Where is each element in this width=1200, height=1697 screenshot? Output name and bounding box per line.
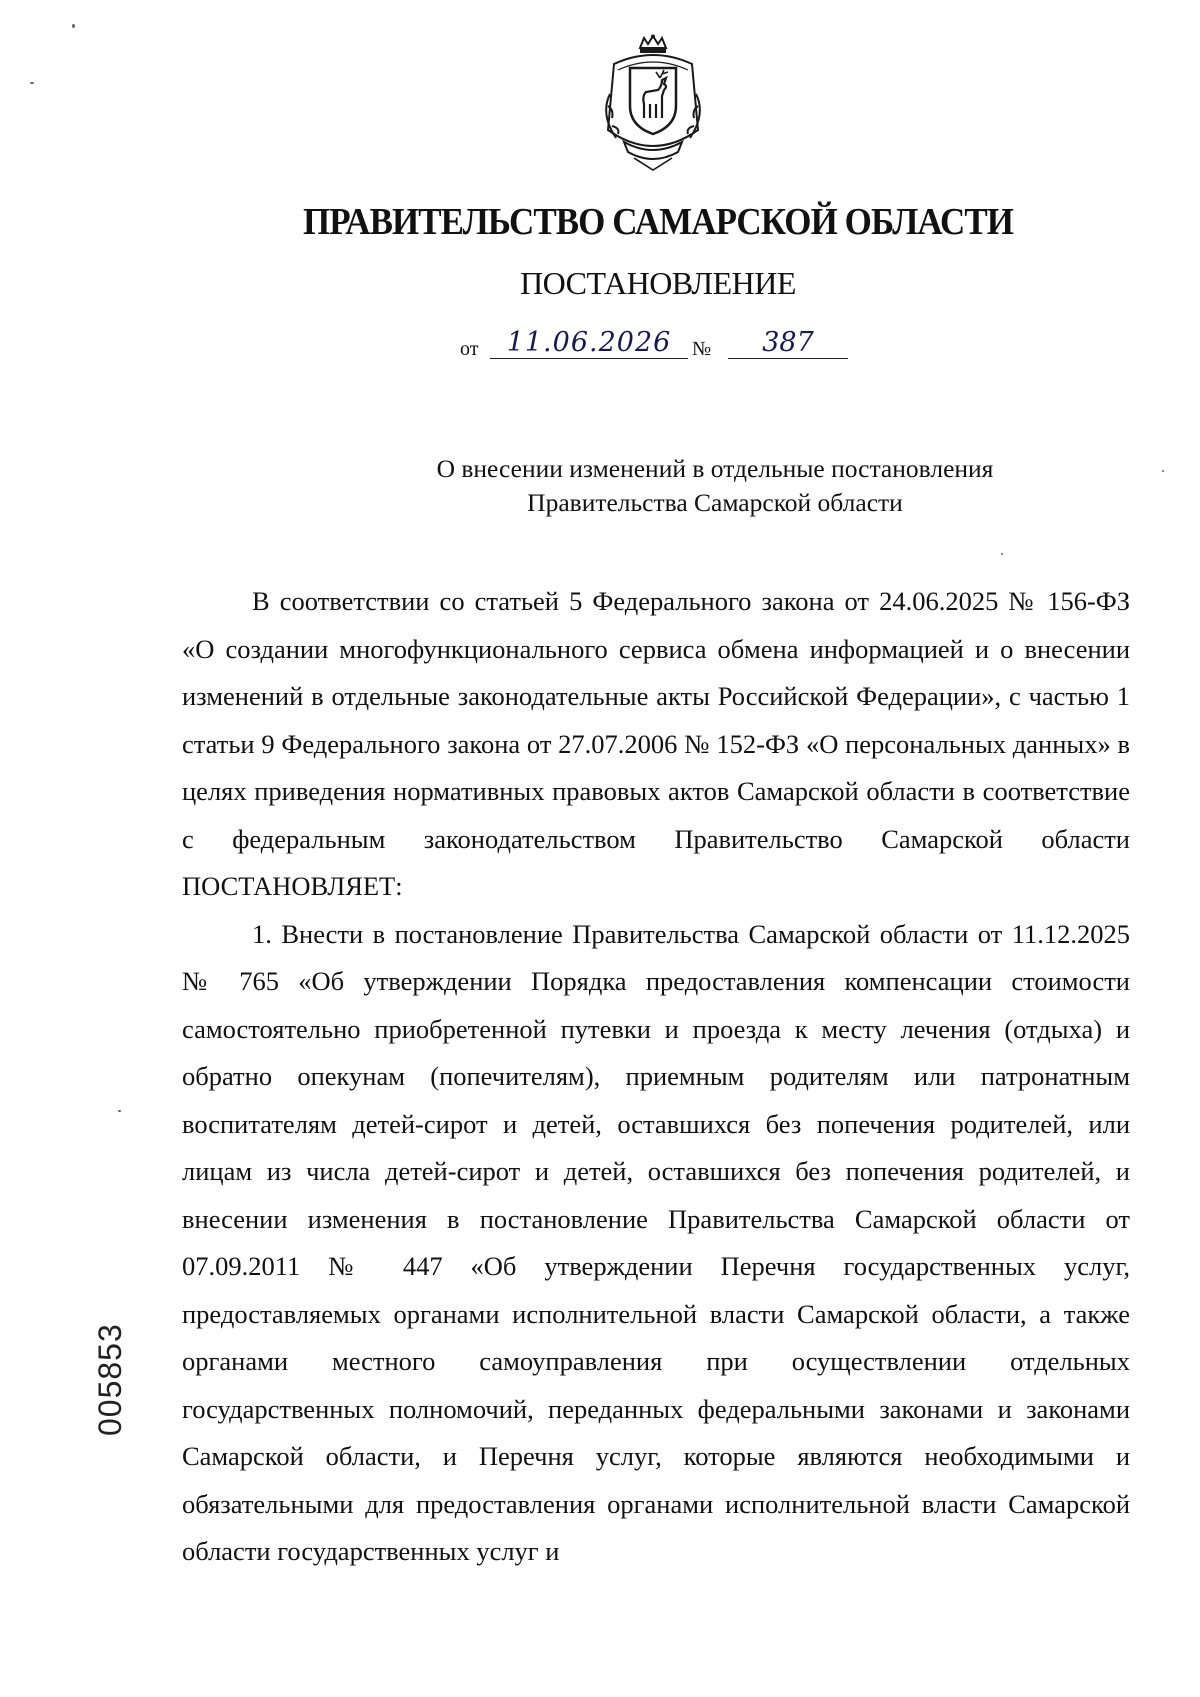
scan-speck: [72, 24, 75, 28]
date-number-line: [460, 328, 850, 362]
scan-speck: [1162, 470, 1164, 472]
subject-line-1: О внесении изменений в отдельные постановления: [436, 454, 994, 483]
scan-speck: [1001, 553, 1003, 555]
body-paragraph-1: В соответствии со статьей 5 Федерального закона от 24.06.2025 № 156-ФЗ «О создании многофункционального сервиса обмена информацией и о внесении изменений в отдельные законодательные акты Российской Федерации», с частью 1 статьи 9 Федерального закона от 27.07.2006 № 152-ФЗ «О персональных данных» в целях приведения нормативных правовых актов Самарской области в соответствие с федеральным законодательством Правительство Самарской области ПОСТАНОВЛЯЕТ:: [182, 586, 1130, 901]
body-paragraph-2: 1. Внести в постановление Правительства Самарской области от 11.12.2025 № 765 «Об утверждении Порядка предоставления компенсации стоимости самостоятельно приобретенной путевки и проезда к месту лечения (отдыха) и обратно опекунам (попечителям), приемным родителям или патронатным воспитателям детей-сирот и детей, оставшихся без попечения родителей, или лицам из числа детей-сирот и детей, оставшихся без попечения родителей, и внесении изменения в постановление Правительства Самарской области от 07.09.2011 № 447 «Об утверждении Перечня государственных услуг, предоставляемых органами исполнительной власти Самарской области, а также органами местного самоуправления при осуществлении отдельных государственных полномочий, переданных федеральными законами и законами Самарской области, и Перечня услуг, которые являются необходимыми и обязательными для предоставления органами исполнительной власти Самарской области государственных услуг и: [182, 918, 1130, 1566]
number-prefix: №: [692, 338, 712, 360]
document-body: [182, 578, 1130, 1576]
handwritten-date: 11.06.2026: [490, 328, 688, 359]
document-subject: [300, 452, 1130, 520]
margin-serial-number: 005853: [92, 1323, 128, 1436]
coat-of-arms-icon: [594, 34, 712, 172]
scan-speck: [118, 1110, 121, 1112]
date-prefix: от: [460, 338, 479, 360]
document-type: ПОСТАНОВЛЕНИЕ: [520, 265, 796, 301]
scan-speck: [30, 82, 34, 84]
handwritten-number: 387: [728, 328, 848, 359]
subject-line-2: Правительства Самарской области: [527, 488, 903, 517]
organization-name: ПРАВИТЕЛЬСТВО САМАРСКОЙ ОБЛАСТИ: [303, 201, 1013, 243]
